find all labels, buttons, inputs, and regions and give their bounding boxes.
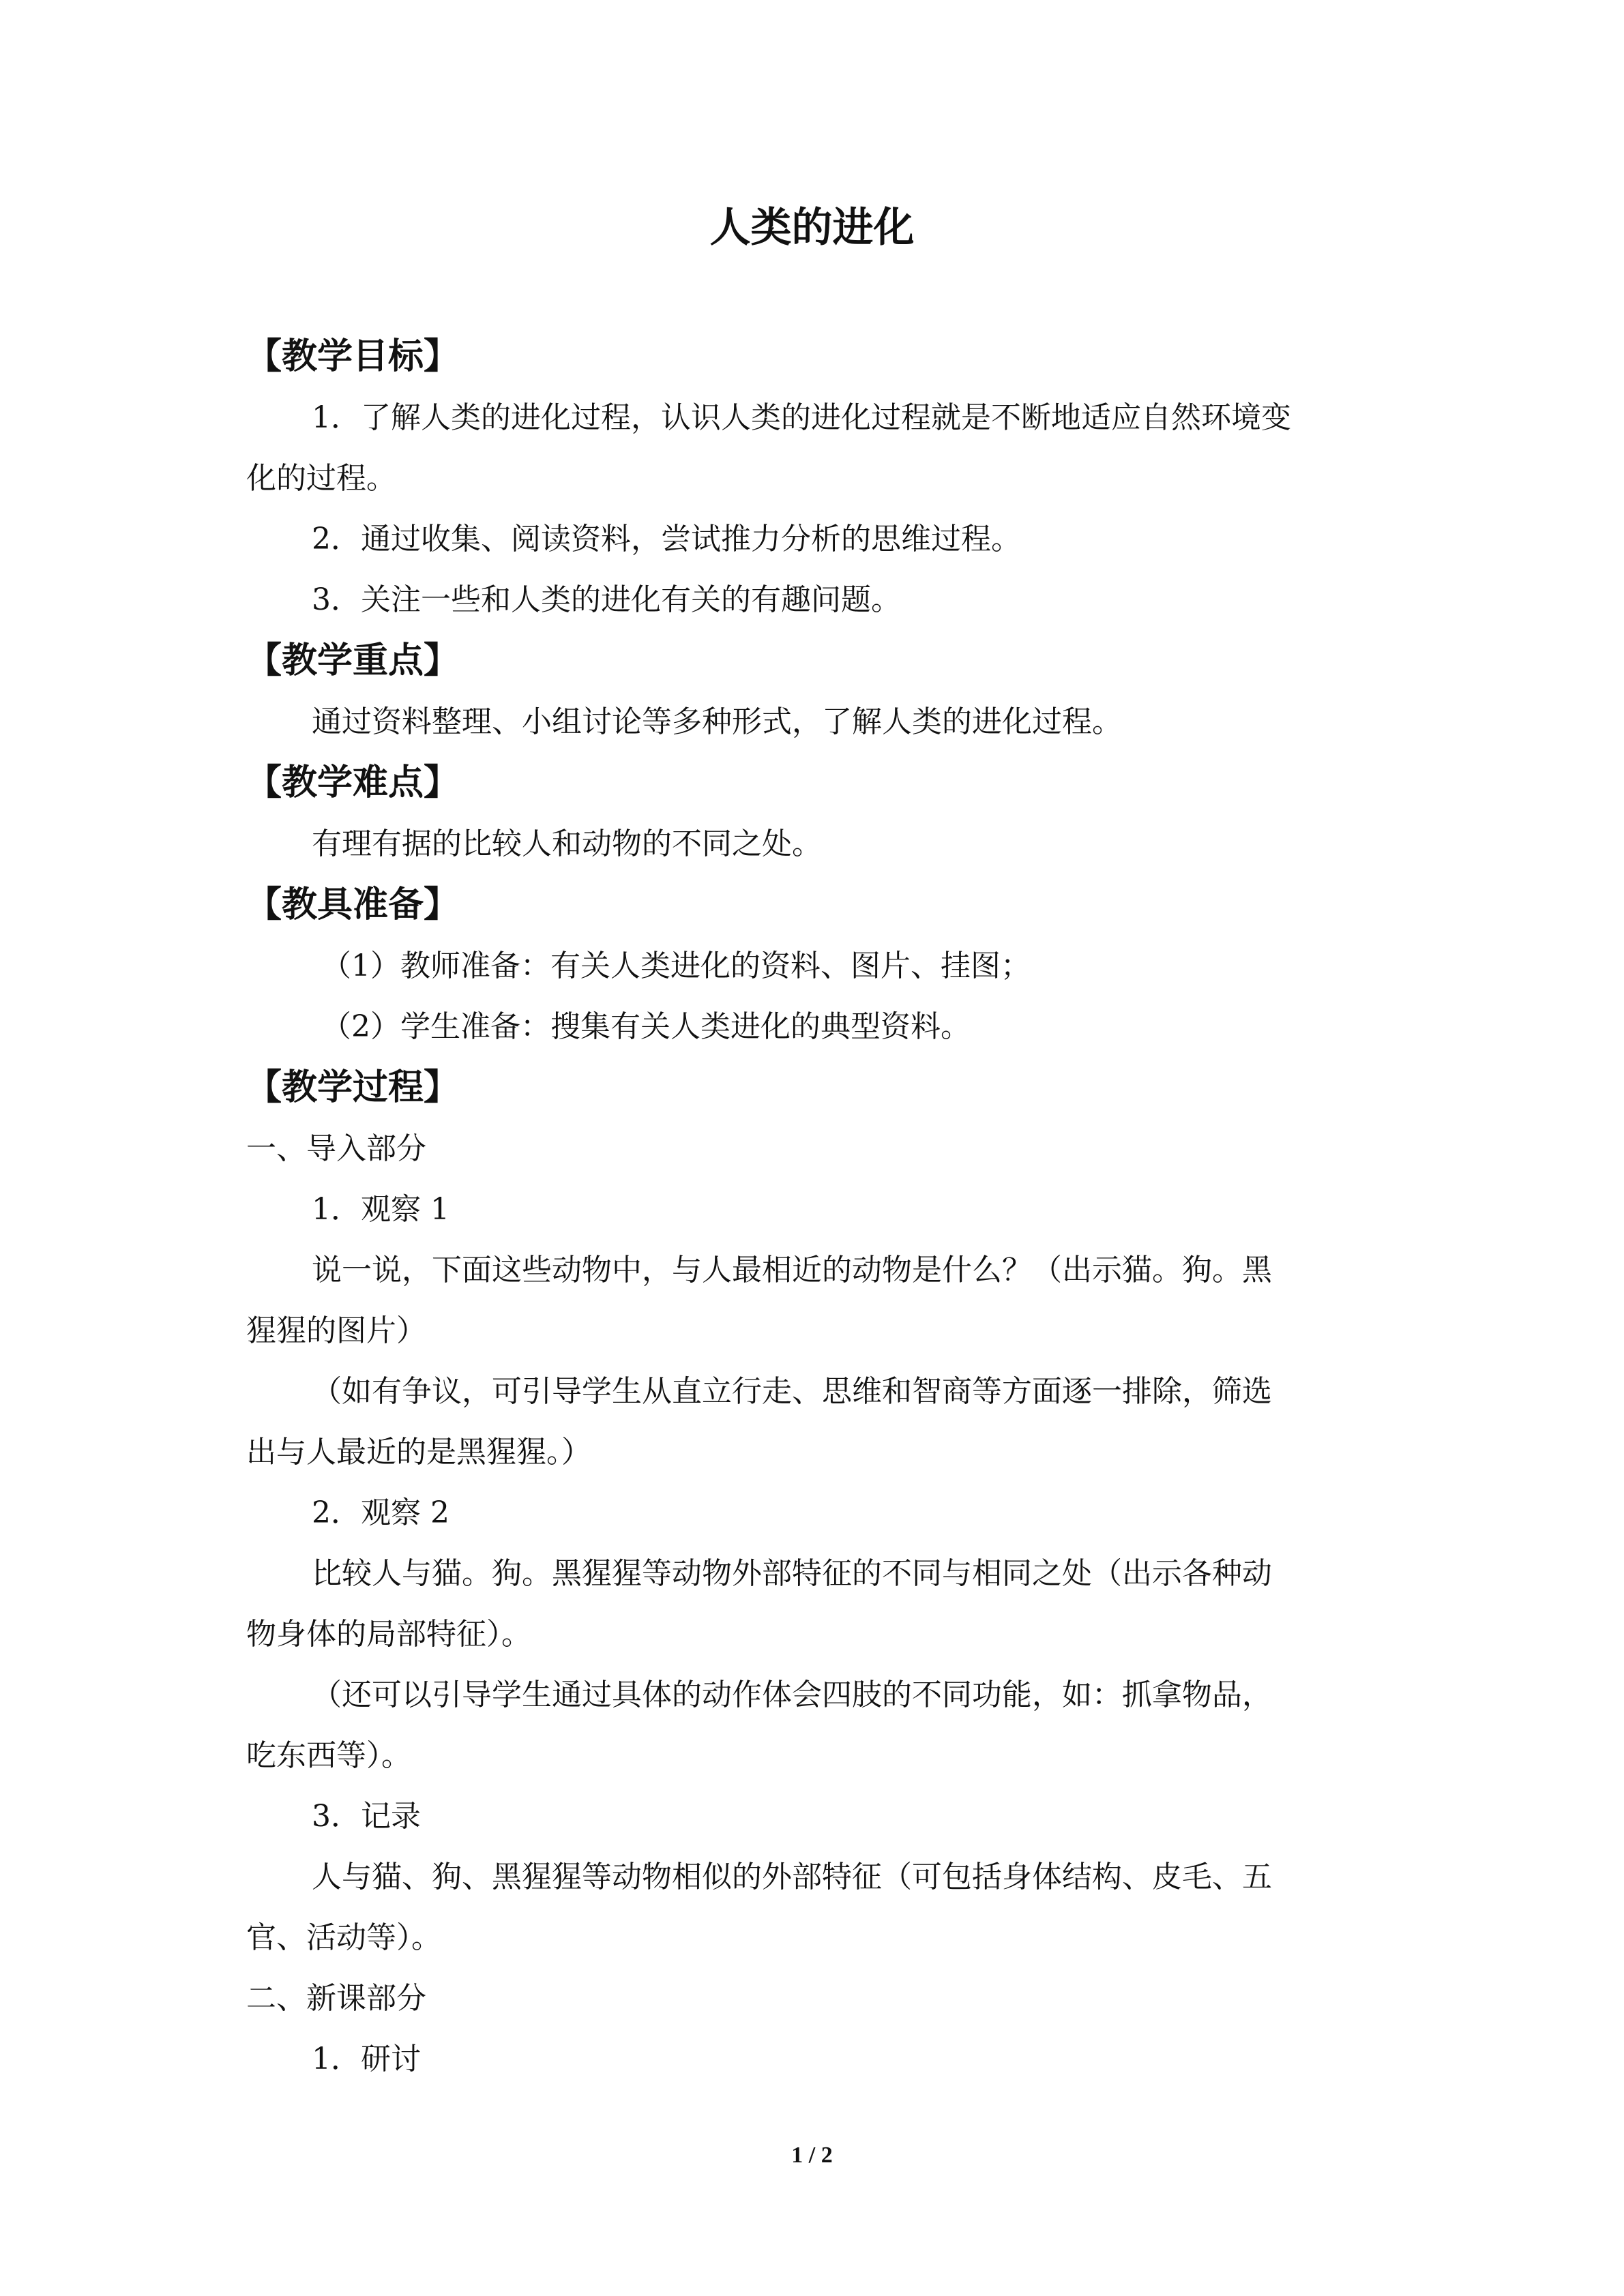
objective-1-line-1: 1．了解人类的进化过程，认识人类的进化过程就是不断地适应自然环境变 — [312, 400, 1291, 435]
page-title: 人类的进化 — [709, 204, 915, 252]
observation-2-note-line-2: 吃东西等）。 — [246, 1738, 411, 1773]
observation-1-title: 1．观察 1 — [312, 1192, 449, 1227]
key-points-text: 通过资料整理、小组讨论等多种形式，了解人类的进化过程。 — [312, 704, 1122, 739]
observation-2-text-line-2: 物身体的局部特征）。 — [246, 1617, 531, 1652]
page-number: 1 / 2 — [791, 2143, 833, 2168]
objective-1-line-2: 化的过程。 — [246, 461, 396, 496]
process-heading: 【教学过程】 — [246, 1067, 460, 1108]
objective-3: 3．关注一些和人类的进化有关的有趣问题。 — [312, 582, 901, 617]
materials-item-1: （1）教师准备：有关人类进化的资料、图片、挂图； — [321, 949, 1031, 983]
difficulties-heading: 【教学难点】 — [246, 762, 460, 803]
observation-1-text-line-2: 猩猩的图片） — [246, 1313, 426, 1348]
key-points-heading: 【教学重点】 — [246, 640, 460, 681]
materials-item-2: （2）学生准备：搜集有关人类进化的典型资料。 — [321, 1009, 971, 1044]
part1-title: 一、导入部分 — [246, 1131, 426, 1166]
observation-2-text-line-1: 比较人与猫。狗。黑猩猩等动物外部特征的不同与相同之处（出示各种动 — [312, 1556, 1272, 1591]
record-title: 3．记录 — [312, 1799, 421, 1834]
materials-heading: 【教具准备】 — [246, 884, 460, 925]
objectives-heading: 【教学目标】 — [246, 336, 460, 377]
observation-1-note-line-2: 出与人最近的是黑猩猩。） — [246, 1435, 591, 1470]
document-body — [246, 326, 1383, 2089]
discussion-title: 1．研讨 — [312, 2042, 421, 2076]
part2-title: 二、新课部分 — [246, 1981, 426, 2016]
record-text-line-1: 人与猫、狗、黑猩猩等动物相似的外部特征（可包括身体结构、皮毛、五 — [312, 1860, 1272, 1894]
observation-2-title: 2．观察 2 — [312, 1495, 449, 1530]
observation-1-note-line-1: （如有争议，可引导学生从直立行走、思维和智商等方面逐一排除，筛选 — [312, 1374, 1272, 1409]
observation-1-text-line-1: 说一说，下面这些动物中，与人最相近的动物是什么？（出示猫。狗。黑 — [312, 1253, 1272, 1287]
record-text-line-2: 官、活动等）。 — [246, 1920, 441, 1955]
objective-2: 2．通过收集、阅读资料，尝试推力分析的思维过程。 — [312, 522, 1021, 556]
observation-2-note-line-1: （还可以引导学生通过具体的动作体会四肢的不同功能，如：抓拿物品， — [312, 1678, 1272, 1712]
difficulties-text: 有理有据的比较人和动物的不同之处。 — [312, 826, 822, 861]
